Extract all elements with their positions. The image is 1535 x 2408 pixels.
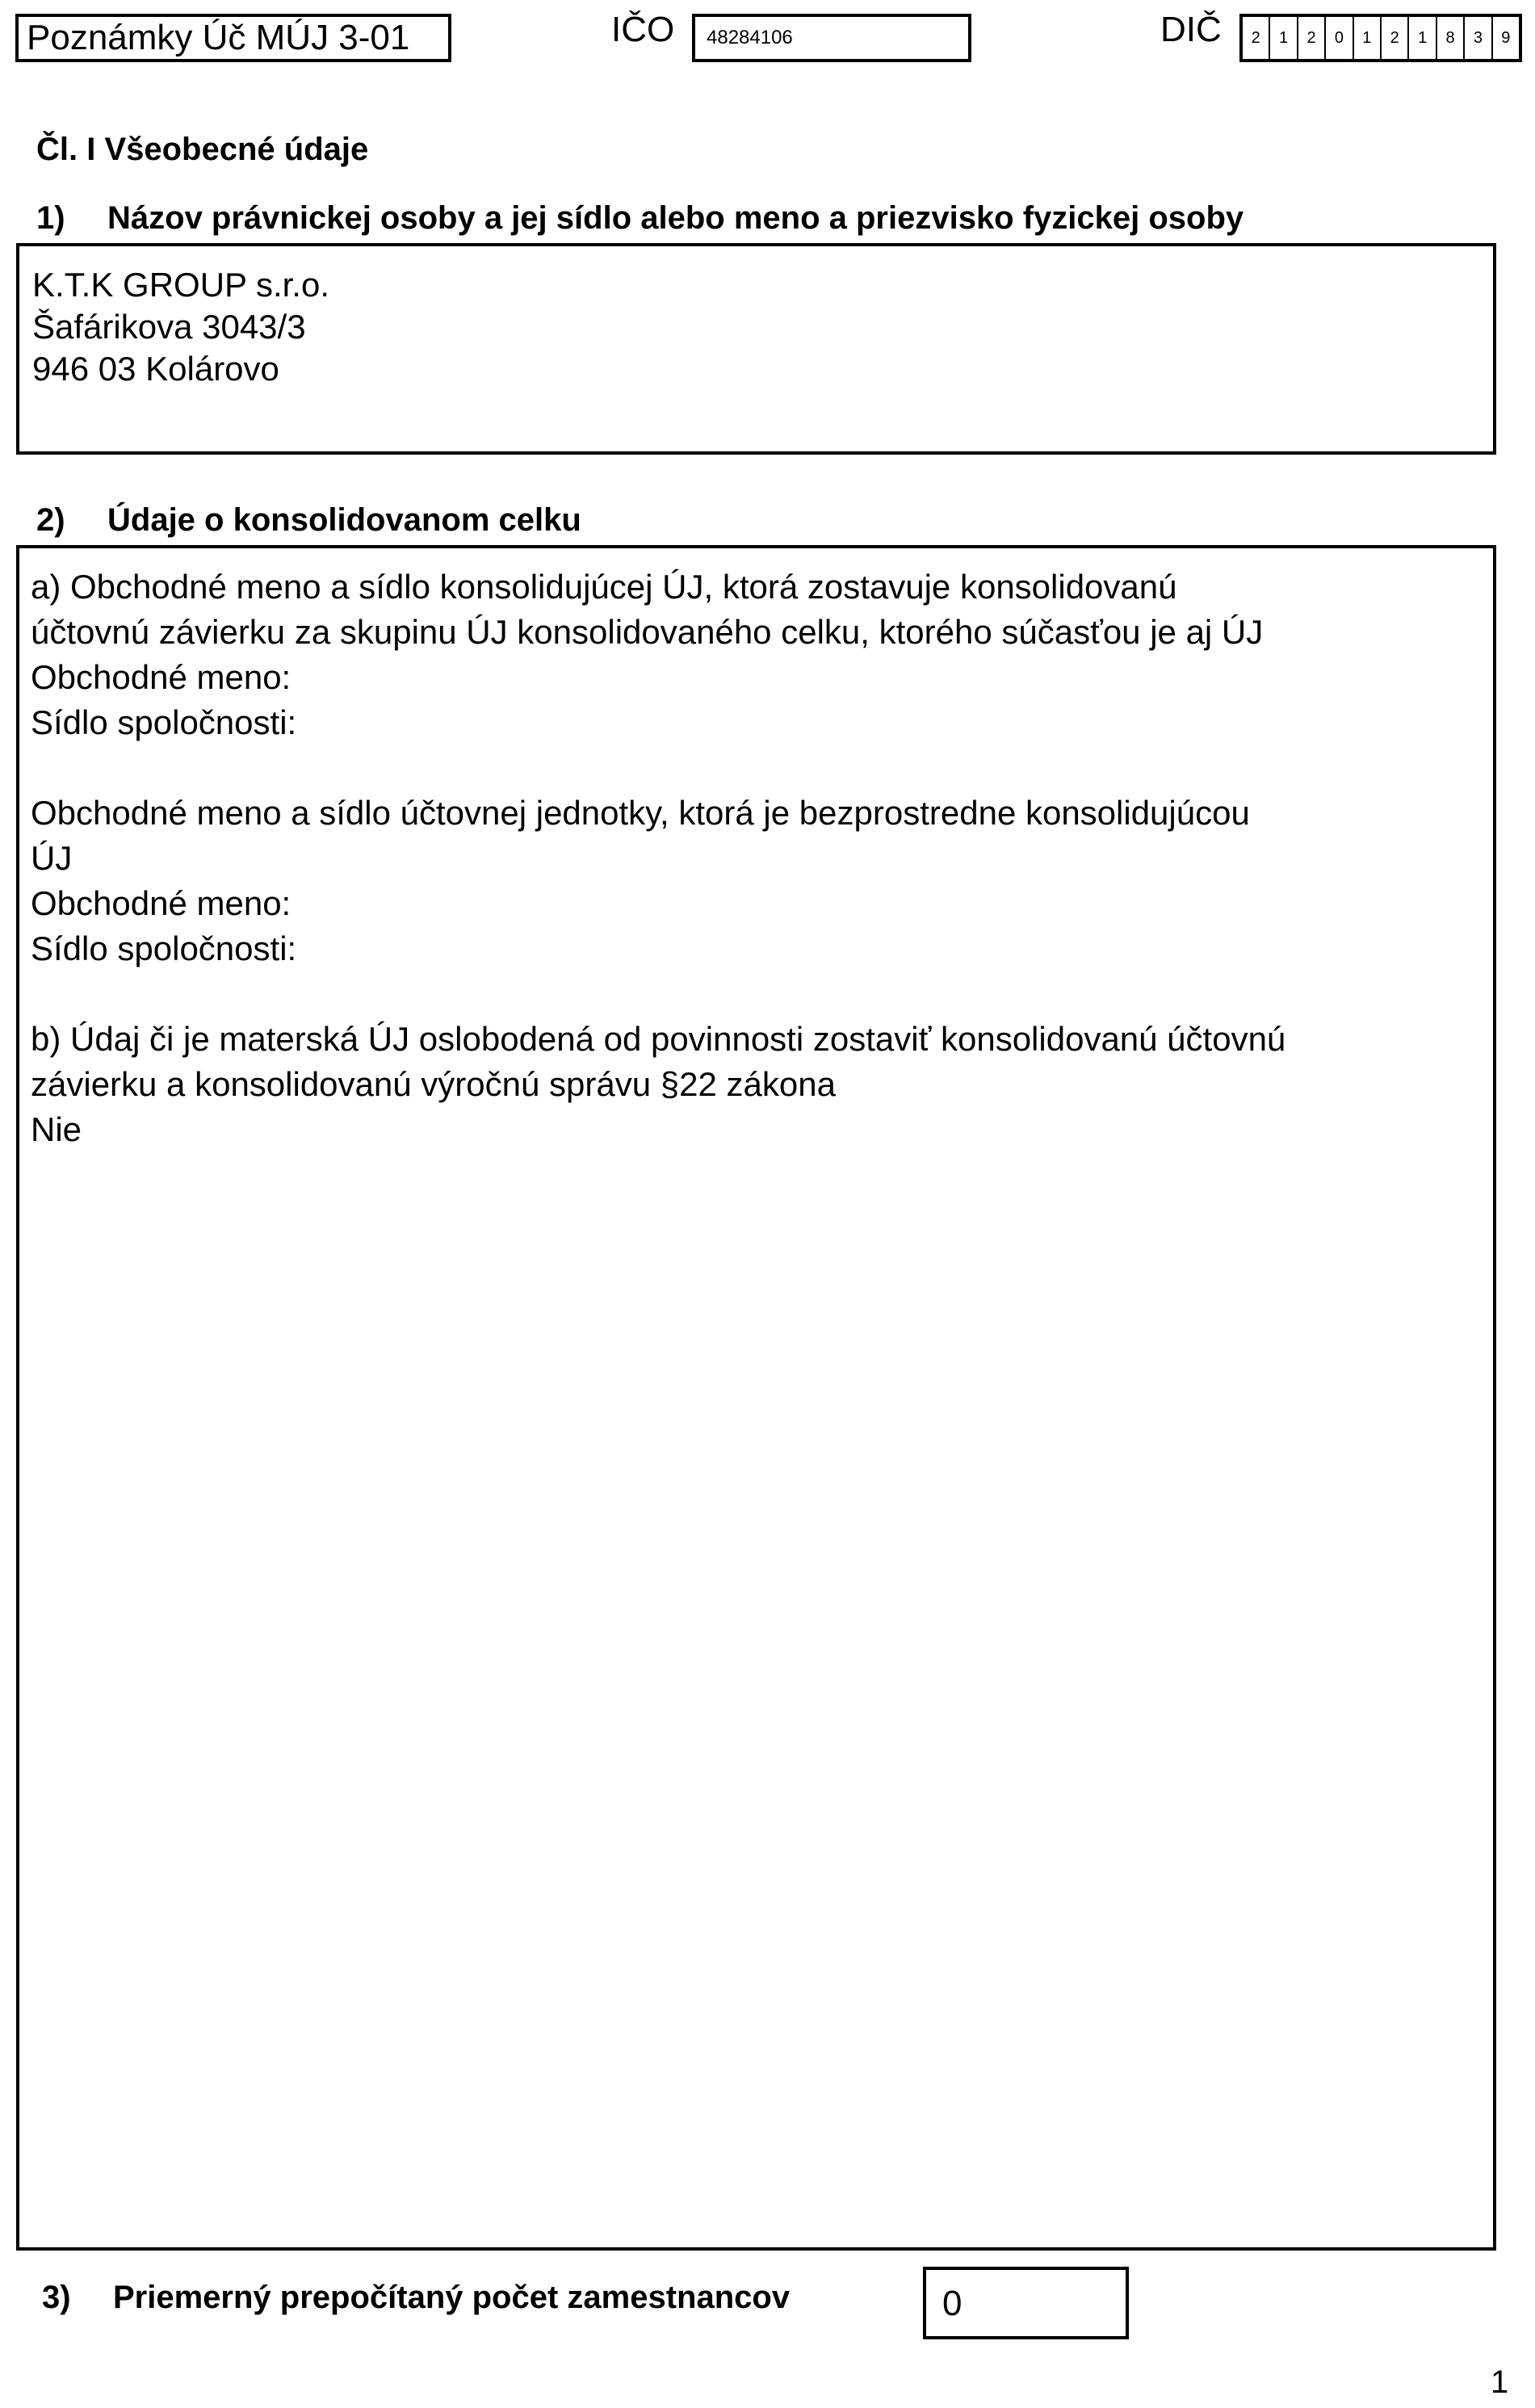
direct-parent-seat-label: Sídlo spoločnosti:: [31, 929, 297, 967]
item2-number: 2): [36, 502, 65, 538]
exemption-line2: závierku a konsolidovanú výročnú správu §22 zákona: [31, 1065, 836, 1103]
entity-name: K.T.K GROUP s.r.o.: [32, 266, 329, 304]
exemption-answer: Nie: [31, 1110, 82, 1148]
item2-heading-text: Údaje o konsolidovanom celku: [107, 502, 581, 538]
entity-box: [16, 243, 1496, 455]
item3-heading-text: Priemerný prepočítaný počet zamestnancov: [113, 2280, 791, 2315]
dic-digit: 8: [1437, 17, 1465, 59]
form-title: Poznámky Úč MÚJ 3-01: [15, 14, 451, 62]
item1-number: 1): [36, 200, 65, 236]
dic-digit: 2: [1298, 17, 1326, 59]
consolidating-name-label: Obchodné meno:: [31, 658, 291, 696]
item3-heading: [42, 2280, 790, 2316]
direct-parent-name-label: Obchodné meno:: [31, 884, 291, 922]
dic-digit: 9: [1501, 29, 1511, 47]
item1-heading-text: Názov právnickej osoby a jej sídlo alebo meno a priezvisko fyzickej osoby: [107, 200, 1244, 236]
dic-value: [1239, 14, 1522, 62]
dic-digit: 0: [1326, 17, 1353, 59]
dic-digit: 2: [1243, 17, 1270, 59]
item2-heading: [36, 502, 581, 539]
ico-value: 48284106: [692, 14, 971, 62]
item3-number: 3): [42, 2280, 71, 2315]
consolidating-entity-line1: a) Obchodné meno a sídlo konsolidujúcej ÚJ, ktorá zostavuje konsolidovanú: [31, 568, 1177, 606]
page-number: 1: [1491, 2364, 1509, 2400]
dic-digit: 1: [1354, 17, 1382, 59]
section-title: Čl. I Všeobecné údaje: [36, 132, 369, 167]
exemption-line1: b) Údaj či je materská ÚJ oslobodená od povinnosti zostaviť konsolidovanú účtovnú: [31, 1020, 1286, 1058]
item1-heading: [36, 200, 1244, 237]
direct-parent-line2: ÚJ: [31, 839, 73, 877]
dic-digit: 1: [1270, 17, 1298, 59]
dic-digit: 1: [1409, 17, 1436, 59]
entity-street: Šafárikova 3043/3: [32, 308, 306, 346]
ico-label: IČO: [611, 10, 675, 49]
dic-digit: 3: [1465, 17, 1492, 59]
direct-parent-line1: Obchodné meno a sídlo účtovnej jednotky, ktorá je bezprostredne konsolidujúcou: [31, 794, 1250, 832]
consolidating-entity-line2: účtovnú závierku za skupinu ÚJ konsolidovaného celku, ktorého súčasťou je aj ÚJ: [31, 613, 1264, 651]
consolidation-box: [16, 545, 1496, 2251]
consolidating-seat-label: Sídlo spoločnosti:: [31, 703, 297, 741]
dic-label: DIČ: [1160, 10, 1222, 49]
employee-count-box: 0: [923, 2267, 1129, 2339]
entity-city: 946 03 Kolárovo: [32, 350, 279, 388]
dic-digit: 2: [1382, 17, 1409, 59]
